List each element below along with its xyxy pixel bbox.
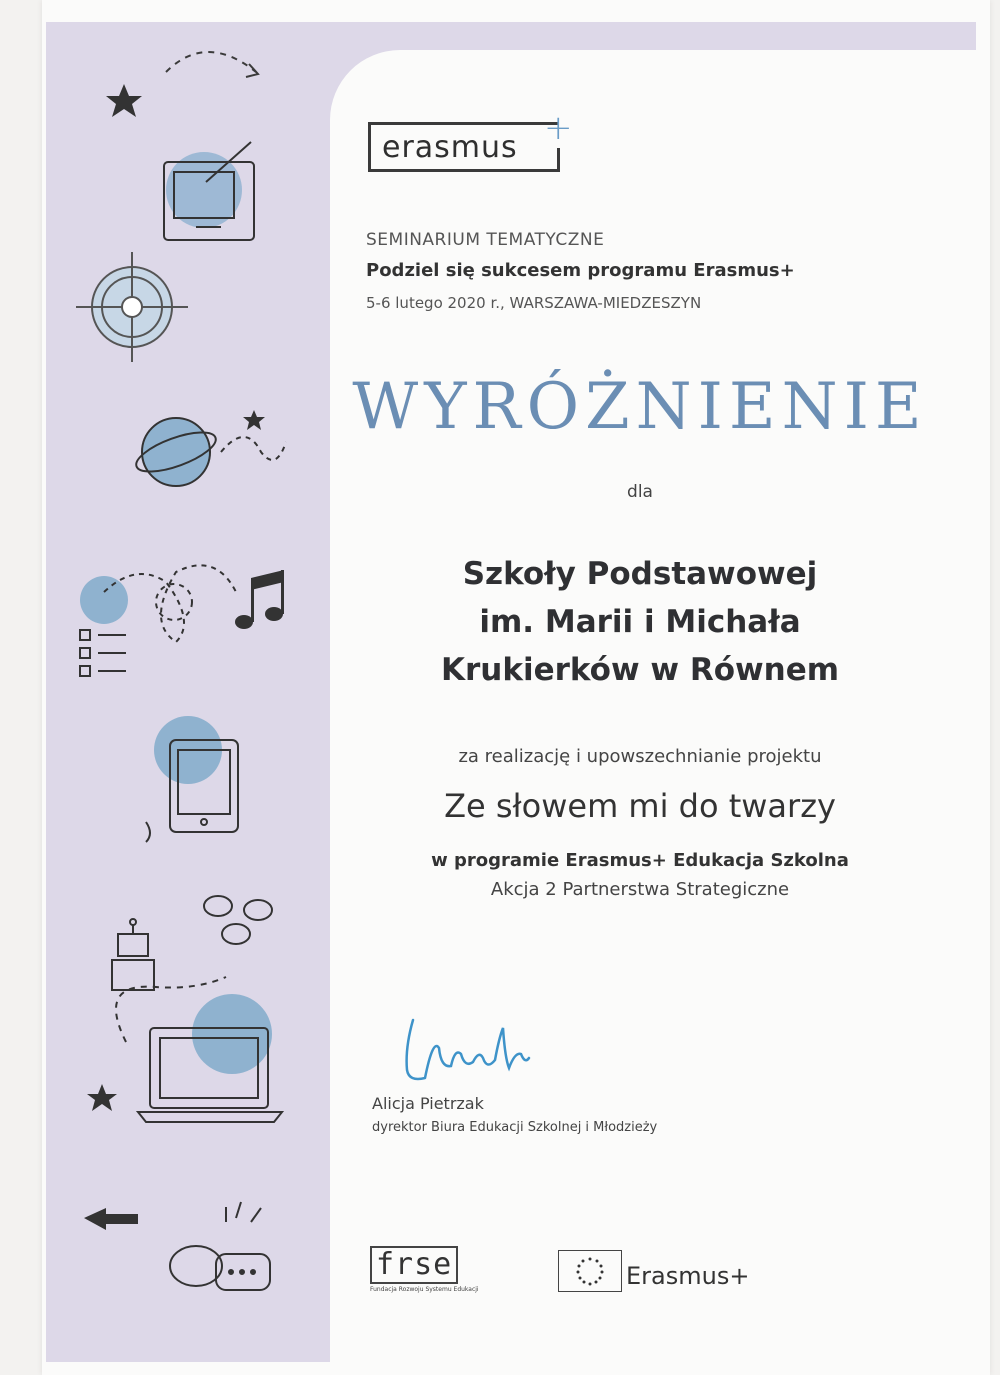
checklist-icon <box>80 630 126 676</box>
music-note-icon <box>235 570 284 629</box>
target-bulb-icon <box>76 252 188 362</box>
star-icon <box>243 410 265 430</box>
dashed-arrow-icon <box>166 52 256 72</box>
robot-icon <box>112 919 154 990</box>
school-name-line: Szkoły Podstawowej <box>462 556 818 592</box>
school-name-line: Krukierków w Równem <box>440 652 840 688</box>
decorative-icon-column <box>46 22 330 1362</box>
for-label: dla <box>627 482 653 502</box>
signer-name: Alicja Pietrzak <box>372 1094 484 1113</box>
award-title: WYRÓŻNIENIE <box>352 370 928 444</box>
star-icon <box>87 1084 117 1111</box>
school-name-line: im. Marii i Michała <box>479 604 801 640</box>
program-text: w programie Erasmus+ Edukacja Szkolna <box>431 850 849 871</box>
eu-flag-icon <box>558 1250 622 1292</box>
erasmus-plus-wordmark: Erasmus+ <box>626 1262 750 1290</box>
seminar-title: Podziel się sukcesem programu Erasmus+ <box>366 260 795 281</box>
project-title: Ze słowem mi do twarzy <box>444 787 836 825</box>
arrow-left-icon <box>84 1208 138 1230</box>
handwritten-signature <box>395 1008 535 1088</box>
speech-bubbles-icon <box>170 1202 270 1290</box>
seminar-label: SEMINARIUM TEMATYCZNE <box>366 230 605 250</box>
school-name <box>330 550 950 694</box>
reason-text: za realizację i upowszechnianie projektu <box>458 746 822 767</box>
action-text: Akcja 2 Partnerstwa Strategiczne <box>490 879 790 900</box>
erasmus-logo: erasmus + <box>368 108 578 178</box>
signer-title: dyrektor Biura Edukacji Szkolnej i Młodzieży <box>372 1120 658 1135</box>
frse-logo: frse Fundacja Rozwoju Systemu Edukacji <box>370 1247 479 1293</box>
seminar-date: 5-6 lutego 2020 r., WARSZAWA-MIEDZESZYN <box>366 294 702 312</box>
star-icon <box>106 84 142 117</box>
chat-bubbles-icon <box>204 896 272 944</box>
